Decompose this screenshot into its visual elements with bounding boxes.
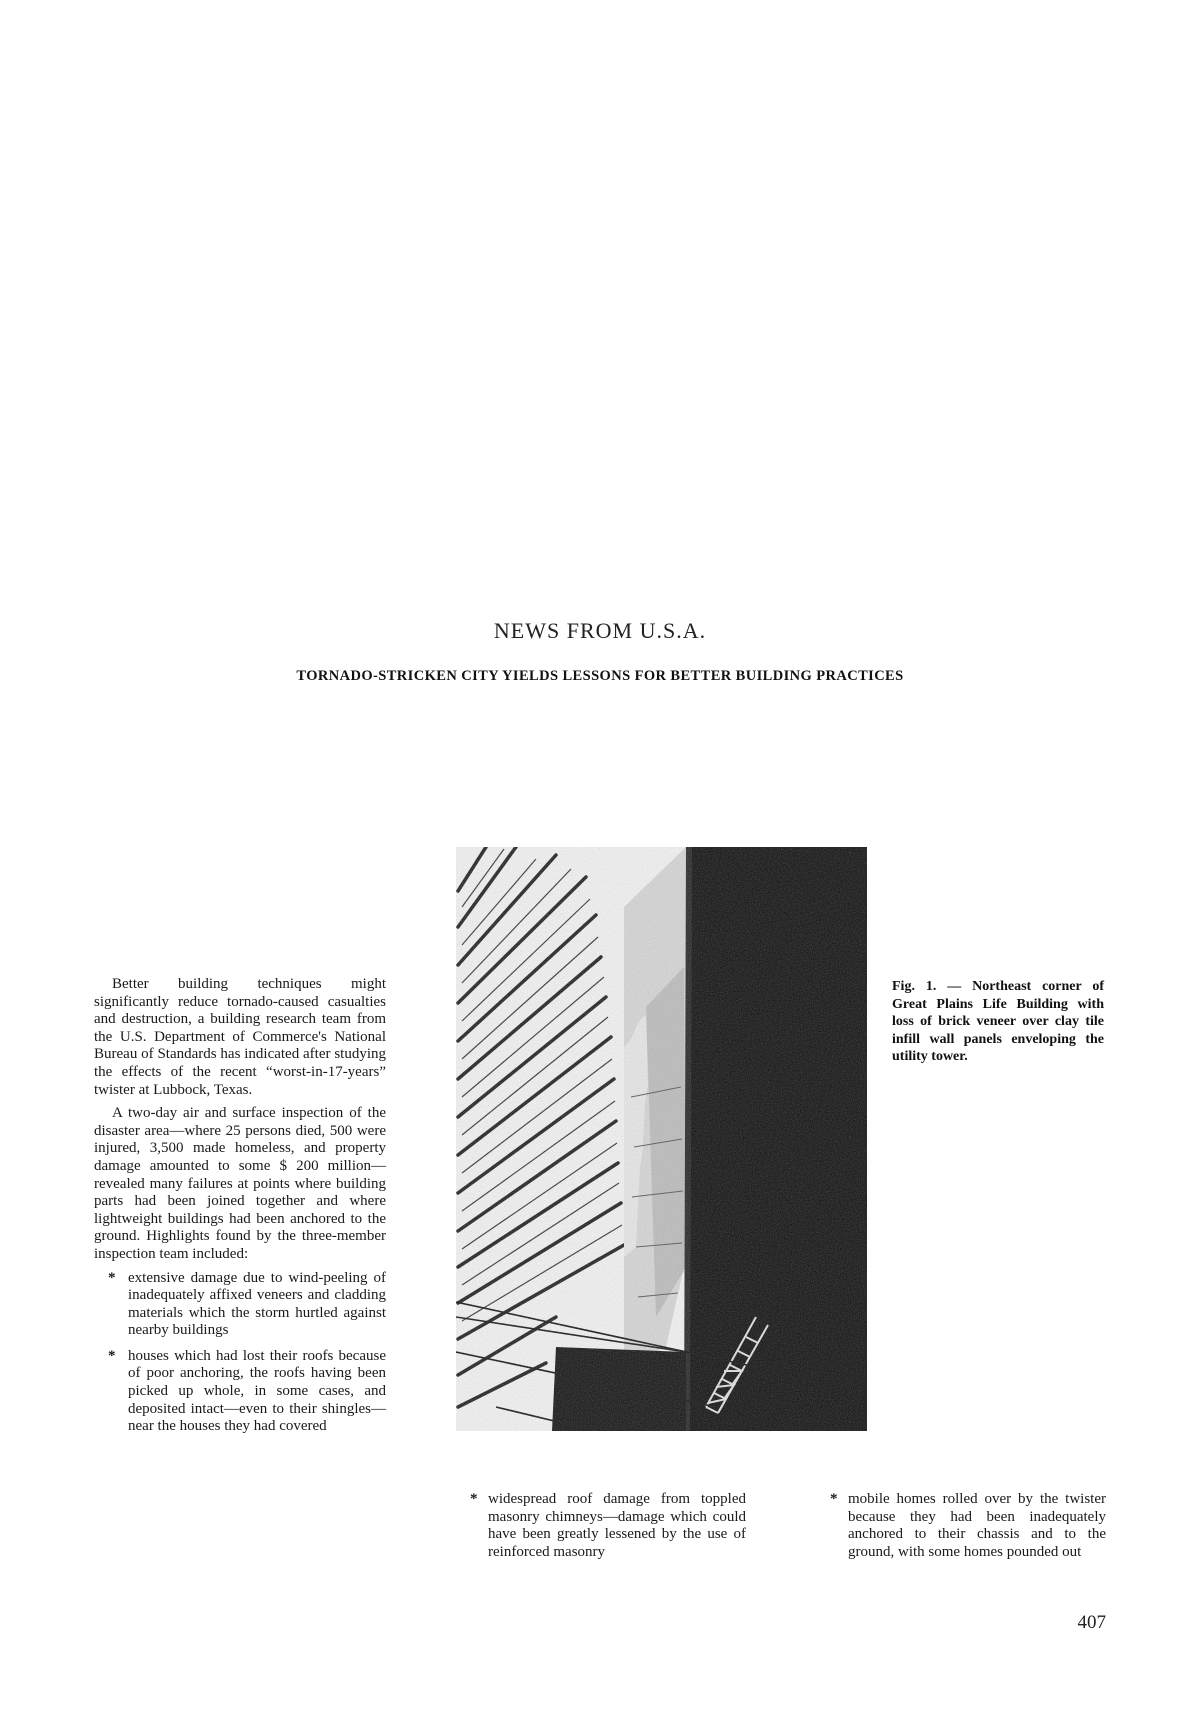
bullet-star: * [108, 1269, 116, 1286]
bullet-text: houses which had lost their roofs because of poor anchoring, the roofs having been picked up whole, in some cases, and deposited intact—even to their shingles—near the houses they had covered [128, 1347, 386, 1435]
paragraph: Better building techniques might significantly reduce tornado-caused casualties and destruction, a building research team from the U.S. Department of Commerce's National Bureau of Standards has indicated after studying the effects of the recent “worst-in-17-years” twister at Lubbock, Texas. [94, 976, 386, 1098]
paragraph: A two-day air and surface inspection of the disaster area—where 25 persons died, 500 were injured, 3,500 made homeless, and property damage amounted to some $ 200 million—revealed many failures at points where building parts had been joined together and where lightweight buildings had been anchored to the ground. Highlights found by the three-member inspection team included: [94, 1105, 386, 1262]
bullet-star: * [108, 1347, 116, 1364]
article-headline: TORNADO-STRICKEN CITY YIELDS LESSONS FOR BETTER BUILDING PRACTICES [296, 668, 904, 684]
bullet-item [94, 1270, 386, 1340]
bullet-text: mobile homes rolled over by the twister because they had been inadequately anchored to their chassis and to the ground, with some homes pounded out [848, 1491, 1106, 1560]
building-photo-image [456, 847, 867, 1431]
section-title: NEWS FROM U.S.A. [493, 618, 707, 643]
bullet-text: extensive damage due to wind-peeling of inadequately affixed veneers and cladding materials which the storm hurtled against nearby buildings [128, 1269, 386, 1339]
bullet-text: widespread roof damage from toppled masonry chimneys—damage which could have been greatly lessened by the use of reinforced masonry [488, 1491, 746, 1560]
bullet-star: * [470, 1491, 478, 1507]
page-number: 407 [1077, 1612, 1106, 1633]
left-column [94, 976, 386, 1444]
bullet-item [460, 1491, 746, 1561]
bullet-item [94, 1348, 386, 1436]
bullet-star: * [830, 1491, 838, 1507]
bullet-item [820, 1491, 1106, 1561]
figure-caption: Fig. 1. — Northeast corner of Great Plains Life Building with loss of brick veneer over clay tile infill wall panels enveloping the utility tower. [892, 979, 1104, 1065]
right-column [820, 1491, 1106, 1569]
building-photo [456, 847, 867, 1431]
middle-column [460, 1491, 746, 1569]
